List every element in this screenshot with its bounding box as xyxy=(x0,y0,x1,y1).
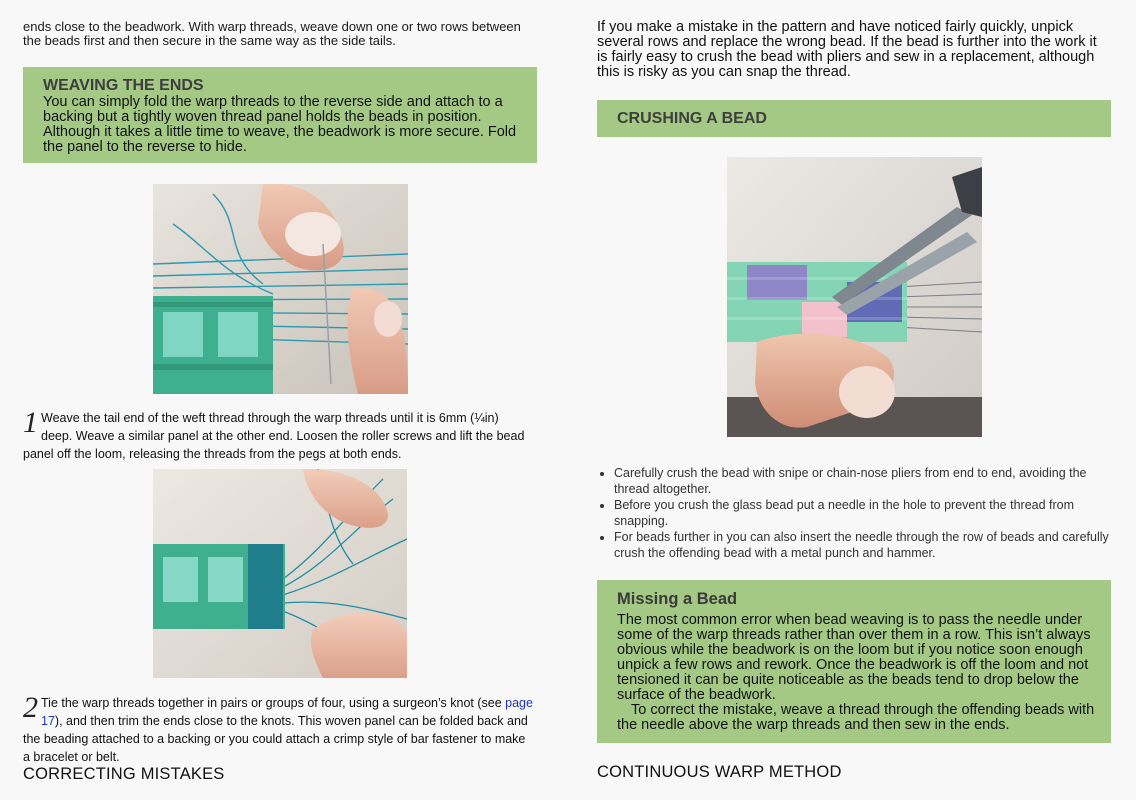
step-2-number: 2 xyxy=(23,691,38,724)
step-2-text-after: ), and then trim the ends close to the knots. This woven panel can be folded back and the beading attached to a backing or you could attach a crimp style of bar fastener to make a bracelet or belt. xyxy=(23,714,528,764)
bullet-item: • Before you crush the glass bead put a needle in the hole to prevent the thread from snapping. xyxy=(614,497,1109,529)
weaving-ends-title: WEAVING THE ENDS xyxy=(43,77,204,94)
step-1-number: 1 xyxy=(23,406,38,439)
photo-tying-warp-threads xyxy=(153,469,407,678)
weaving-ends-box xyxy=(23,67,537,163)
step-2-text xyxy=(23,691,533,764)
crushing-bullet-list xyxy=(597,465,1109,561)
left-intro-paragraph: ends close to the beadwork. With warp threads, weave down one or two rows between the beads first and then secure in the same way as the side tails. xyxy=(23,19,521,48)
crushing-bead-box xyxy=(597,100,1111,137)
missing-bead-title: Missing a Bead xyxy=(617,590,738,608)
correcting-mistakes-heading: CORRECTING MISTAKES xyxy=(23,765,225,783)
photo-crushing-bead-pliers xyxy=(727,157,982,437)
page-17-link[interactable]: page 17 xyxy=(41,696,533,728)
missing-bead-paragraph-2: To correct the mistake, weave a thread through the offending beads with the needle above the warp threads and then sew in the ends. xyxy=(617,702,1095,733)
continuous-warp-heading: CONTINUOUS WARP METHOD xyxy=(597,763,842,781)
bullet-item: • For beads further in you can also insert the needle through the row of beads and carefully crush the offending bead with a metal punch and hammer. xyxy=(614,529,1109,561)
step-1-text: Weave the tail end of the weft thread through the warp threads until it is 6mm (¼in) deep. Weave a similar panel at the other end. Loosen the roller screws and lift the bead panel off the loom, releasing the threads from the pegs at both ends. xyxy=(23,411,525,461)
step-2 xyxy=(23,691,535,766)
weaving-ends-text: You can simply fold the warp threads to the reverse side and attach to a backing but a tightly woven thread panel holds the beads in position. Although it takes a little time to weave, the beadwork is more secure. Fold the panel to the reverse to hide. xyxy=(43,94,517,155)
missing-bead-paragraph-1: The most common error when bead weaving is to pass the needle under some of the warp threads rather than over them in a row. This isn’t always obvious while the beadwork is on the loom but if you notice soon enough unpick a few rows and rework. Once the beadwork is off the loom and not tensioned it can be quite noticeable as the beads tend to drop below the surface of the beadwork. xyxy=(617,612,1091,703)
missing-bead-box xyxy=(597,580,1111,743)
bullet-item: • Carefully crush the bead with snipe or chain-nose pliers from end to end, avoiding the thread altogether. xyxy=(614,465,1109,497)
missing-bead-text xyxy=(617,613,1101,733)
step-2-text-before: Tie the warp threads together in pairs or groups of four, using a surgeon’s knot (see xyxy=(41,696,506,710)
photo-weaving-warp-panel xyxy=(153,184,408,394)
step-1 xyxy=(23,406,531,463)
crushing-bead-title: CRUSHING A BEAD xyxy=(617,110,767,127)
right-intro-paragraph: If you make a mistake in the pattern and have noticed fairly quickly, unpick several rows and replace the wrong bead. If the bead is further into the work it is fairly easy to crush the bead with pliers and sew in a replacement, although this is risky as you can snap the thread. xyxy=(597,19,1097,80)
